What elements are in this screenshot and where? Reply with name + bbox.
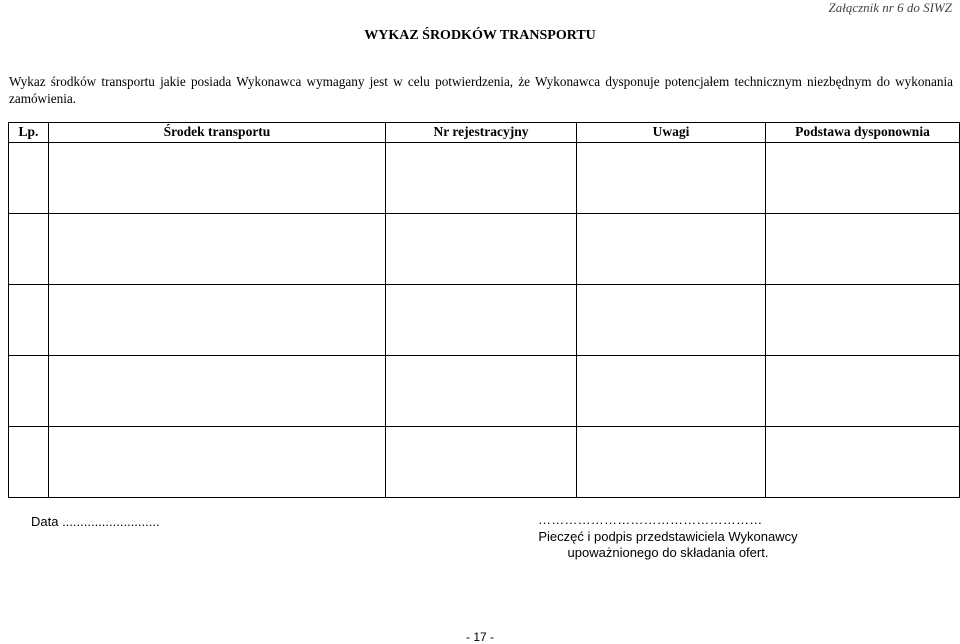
table-cell	[766, 214, 960, 285]
column-header-basis: Podstawa dysponownia	[766, 123, 960, 143]
table-cell	[577, 214, 766, 285]
table-row	[9, 427, 960, 498]
table-cell	[9, 285, 49, 356]
intro-paragraph: Wykaz środków transportu jakie posiada Wykonawca wymagany jest w celu potwierdzenia, że Wykonawca dysponuje potencjałem technicznym niezbędnym do wykonania zamówienia.	[9, 74, 953, 106]
date-field: Data ...........................	[31, 514, 160, 529]
column-header-registration: Nr rejestracyjny	[386, 123, 577, 143]
table-cell	[577, 143, 766, 214]
table-cell	[386, 285, 577, 356]
table-cell	[49, 427, 386, 498]
column-header-notes: Uwagi	[577, 123, 766, 143]
column-header-lp: Lp.	[9, 123, 49, 143]
table-header-row	[9, 123, 960, 143]
transport-table	[8, 122, 960, 498]
table-cell	[49, 214, 386, 285]
table-cell	[9, 356, 49, 427]
table-cell	[386, 214, 577, 285]
table-row	[9, 143, 960, 214]
signature-block	[530, 512, 806, 562]
table-cell	[577, 285, 766, 356]
table-row	[9, 214, 960, 285]
document-title: WYKAZ ŚRODKÓW TRANSPORTU	[364, 28, 596, 43]
table-cell	[9, 143, 49, 214]
table-cell	[577, 356, 766, 427]
table-cell	[766, 143, 960, 214]
table-cell	[766, 285, 960, 356]
table-cell	[49, 143, 386, 214]
signature-caption-line2: upoważnionego do składania ofert.	[567, 545, 769, 560]
annex-label: Załącznik nr 6 do SIWZ	[828, 0, 952, 15]
signature-line: ……………………………………………	[538, 512, 763, 527]
table-cell	[9, 214, 49, 285]
table-cell	[386, 356, 577, 427]
column-header-vehicle: Środek transportu	[49, 123, 386, 143]
table-cell	[9, 427, 49, 498]
table-row	[9, 285, 960, 356]
table-cell	[49, 285, 386, 356]
signature-caption-line1: Pieczęć i podpis przedstawiciela Wykonawcy	[538, 528, 798, 544]
table-cell	[577, 427, 766, 498]
table-cell	[766, 356, 960, 427]
table-row	[9, 356, 960, 427]
table-cell	[386, 143, 577, 214]
table-cell	[386, 427, 577, 498]
table-cell	[766, 427, 960, 498]
table-cell	[49, 356, 386, 427]
page-number: - 17 -	[465, 630, 494, 644]
